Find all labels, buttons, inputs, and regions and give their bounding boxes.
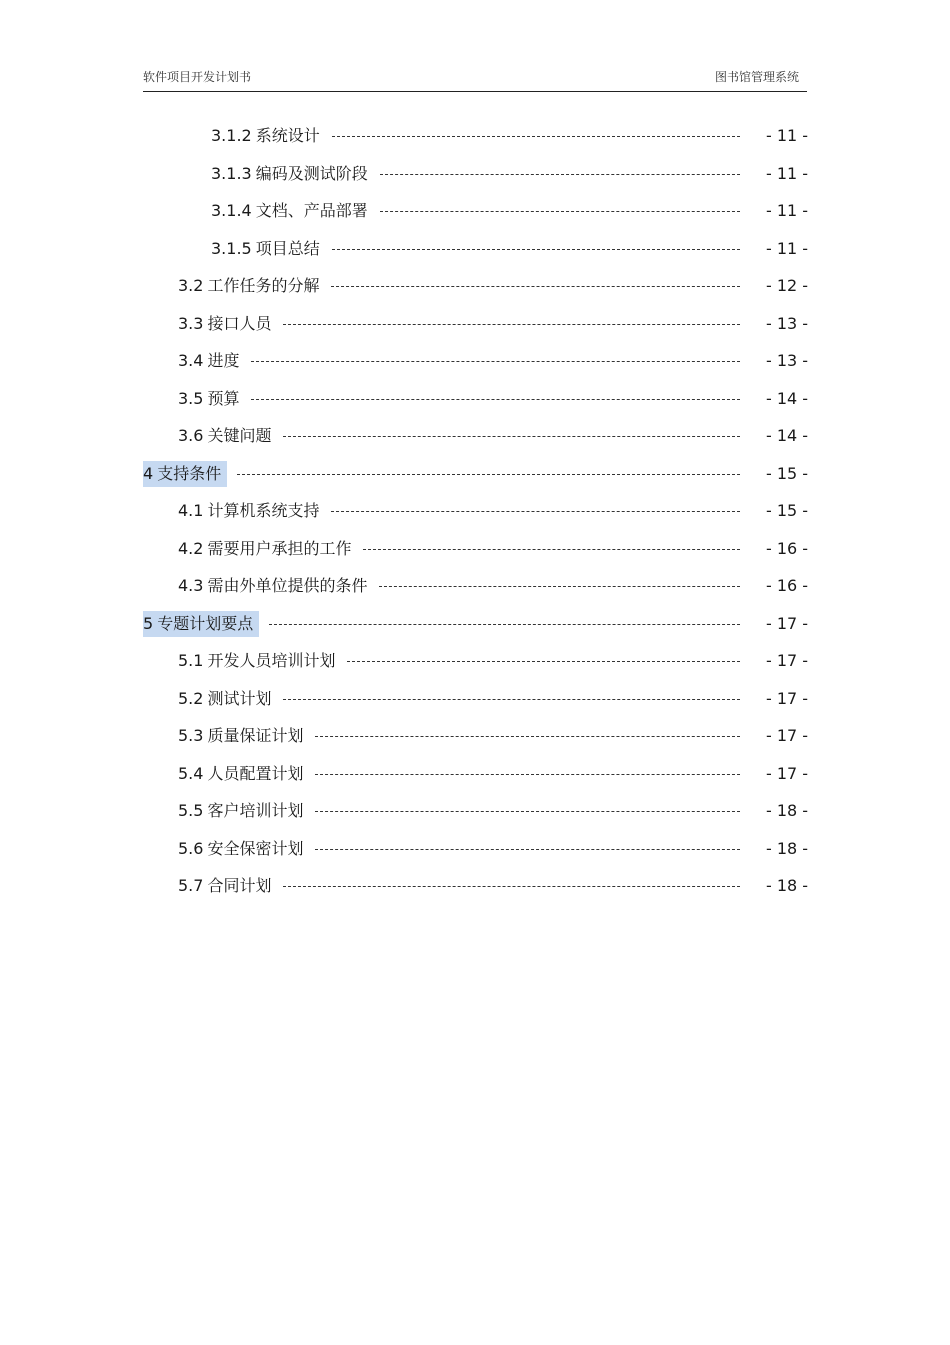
toc-leader-dots	[332, 136, 740, 137]
toc-entry-title	[178, 723, 305, 749]
toc-page-number: - 12 -	[766, 276, 809, 295]
toc-page-number: - 16 -	[766, 539, 809, 558]
toc-entry-number: 4.3	[178, 576, 204, 595]
toc-page-number: - 16 -	[766, 576, 809, 595]
toc-entry-number: 5.5	[178, 801, 204, 820]
toc-entry[interactable]	[0, 198, 950, 224]
toc-entry[interactable]	[0, 836, 950, 862]
toc-page-number: - 14 -	[766, 426, 809, 445]
toc-entry-label: 文档、产品部署	[255, 201, 368, 220]
toc-page-number: - 18 -	[766, 876, 809, 895]
toc-entry-title	[178, 873, 273, 899]
toc-leader-dots	[251, 361, 740, 362]
toc-entry[interactable]	[0, 873, 950, 899]
toc-entry-number: 5.3	[178, 726, 204, 745]
toc-entry-title	[178, 311, 273, 337]
toc-page-number: - 14 -	[766, 389, 809, 408]
toc-entry[interactable]	[0, 348, 950, 374]
toc-leader-dots	[315, 774, 740, 775]
toc-entry-number: 5.7	[178, 876, 204, 895]
toc-entry-label: 编码及测试阶段	[255, 164, 368, 183]
toc-leader-dots	[379, 586, 740, 587]
toc-entry-title	[211, 161, 370, 187]
toc-page-number: - 17 -	[766, 651, 809, 670]
toc-entry[interactable]	[0, 386, 950, 412]
toc-leader-dots	[331, 511, 740, 512]
toc-leader-dots	[237, 474, 740, 475]
toc-entry-label: 客户培训计划	[207, 801, 304, 820]
toc-page-number: - 17 -	[766, 764, 809, 783]
toc-entry-number: 4.1	[178, 501, 204, 520]
toc-page-number: - 13 -	[766, 351, 809, 370]
header-system-name: 图书馆管理系统	[714, 70, 799, 84]
toc-entry-label: 关键问题	[207, 426, 272, 445]
toc-entry-number: 4	[143, 464, 154, 483]
toc-entry-number: 3.2	[178, 276, 204, 295]
toc-page-number: - 15 -	[766, 501, 809, 520]
toc-entry-label: 需由外单位提供的条件	[207, 576, 368, 595]
toc-page-number: - 18 -	[766, 839, 809, 858]
toc-entry[interactable]	[0, 161, 950, 187]
toc-entry-title	[143, 461, 227, 487]
toc-entry[interactable]	[0, 236, 950, 262]
toc-entry[interactable]	[0, 761, 950, 787]
toc-leader-dots	[331, 286, 740, 287]
toc-entry-number: 3.6	[178, 426, 204, 445]
toc-page-number: - 17 -	[766, 689, 809, 708]
header-document-title: 软件项目开发计划书	[143, 70, 252, 84]
toc-entry-label: 人员配置计划	[207, 764, 304, 783]
toc-entry-title	[178, 648, 337, 674]
toc-entry-title	[178, 798, 305, 824]
toc-entry-label: 需要用户承担的工作	[207, 539, 352, 558]
toc-entry-title	[178, 536, 353, 562]
toc-entry-number: 5.6	[178, 839, 204, 858]
toc-leader-dots	[332, 249, 740, 250]
toc-leader-dots	[283, 699, 740, 700]
toc-entry[interactable]	[0, 723, 950, 749]
toc-leader-dots	[283, 436, 740, 437]
toc-entry-label: 接口人员	[207, 314, 272, 333]
toc-page-number: - 18 -	[766, 801, 809, 820]
toc-entry-number: 4.2	[178, 539, 204, 558]
toc-entry-label: 测试计划	[207, 689, 272, 708]
toc-entry-number: 3.4	[178, 351, 204, 370]
toc-leader-dots	[251, 399, 740, 400]
toc-entry[interactable]	[0, 648, 950, 674]
toc-leader-dots	[315, 849, 740, 850]
toc-leader-dots	[347, 661, 740, 662]
toc-entry-label: 质量保证计划	[207, 726, 304, 745]
toc-page-number: - 15 -	[766, 464, 809, 483]
toc-entry-title	[211, 123, 322, 149]
toc-entry-title	[178, 686, 273, 712]
toc-entry-label: 支持条件	[157, 464, 222, 483]
toc-entry[interactable]	[0, 536, 950, 562]
page-header	[143, 66, 807, 92]
toc-entry-title	[178, 498, 321, 524]
toc-entry-number: 3.5	[178, 389, 204, 408]
toc-leader-dots	[380, 211, 740, 212]
toc-entry-number: 3.1.4	[211, 201, 252, 220]
toc-leader-dots	[315, 736, 740, 737]
toc-entry-label: 预算	[207, 389, 240, 408]
toc-leader-dots	[269, 624, 740, 625]
toc-entry[interactable]	[0, 686, 950, 712]
toc-entry-title	[143, 611, 259, 637]
toc-entry[interactable]	[0, 498, 950, 524]
toc-entry-title	[178, 573, 369, 599]
toc-entry-number: 5.4	[178, 764, 204, 783]
toc-entry-number: 3.3	[178, 314, 204, 333]
toc-entry[interactable]	[0, 611, 950, 637]
toc-leader-dots	[283, 324, 740, 325]
toc-entry-label: 计算机系统支持	[207, 501, 320, 520]
toc-page-number: - 17 -	[766, 726, 809, 745]
toc-entry-number: 5.2	[178, 689, 204, 708]
toc-entry-label: 项目总结	[255, 239, 320, 258]
toc-entry[interactable]	[0, 273, 950, 299]
toc-page-number: - 11 -	[766, 239, 809, 258]
toc-entry-title	[211, 236, 322, 262]
toc-entry[interactable]	[0, 311, 950, 337]
toc-entry-label: 系统设计	[255, 126, 320, 145]
toc-entry[interactable]	[0, 423, 950, 449]
toc-leader-dots	[315, 811, 740, 812]
toc-entry-title	[178, 761, 305, 787]
toc-page-number: - 11 -	[766, 201, 809, 220]
toc-entry-label: 进度	[207, 351, 240, 370]
toc-entry-label: 合同计划	[207, 876, 272, 895]
toc-entry[interactable]	[0, 123, 950, 149]
toc-entry-title	[178, 836, 305, 862]
toc-page-number: - 11 -	[766, 126, 809, 145]
toc-entry-number: 5.1	[178, 651, 204, 670]
toc-leader-dots	[283, 886, 740, 887]
toc-entry-number: 3.1.5	[211, 239, 252, 258]
toc-entry-title	[178, 273, 321, 299]
toc-entry-number: 5	[143, 614, 154, 633]
toc-entry[interactable]	[0, 798, 950, 824]
toc-entry-title	[178, 423, 273, 449]
toc-entry-title	[178, 386, 241, 412]
toc-page-number: - 17 -	[766, 614, 809, 633]
toc-leader-dots	[380, 174, 740, 175]
toc-entry-number: 3.1.2	[211, 126, 252, 145]
toc-entry-label: 开发人员培训计划	[207, 651, 336, 670]
toc-page-number: - 13 -	[766, 314, 809, 333]
toc-entry-number: 3.1.3	[211, 164, 252, 183]
toc-entry[interactable]	[0, 573, 950, 599]
toc-entry-label: 专题计划要点	[157, 614, 254, 633]
toc-entry[interactable]	[0, 461, 950, 487]
toc-page-number: - 11 -	[766, 164, 809, 183]
toc-entry-label: 安全保密计划	[207, 839, 304, 858]
toc-leader-dots	[363, 549, 740, 550]
toc-entry-title	[211, 198, 370, 224]
toc-entry-title	[178, 348, 241, 374]
toc-entry-label: 工作任务的分解	[207, 276, 320, 295]
